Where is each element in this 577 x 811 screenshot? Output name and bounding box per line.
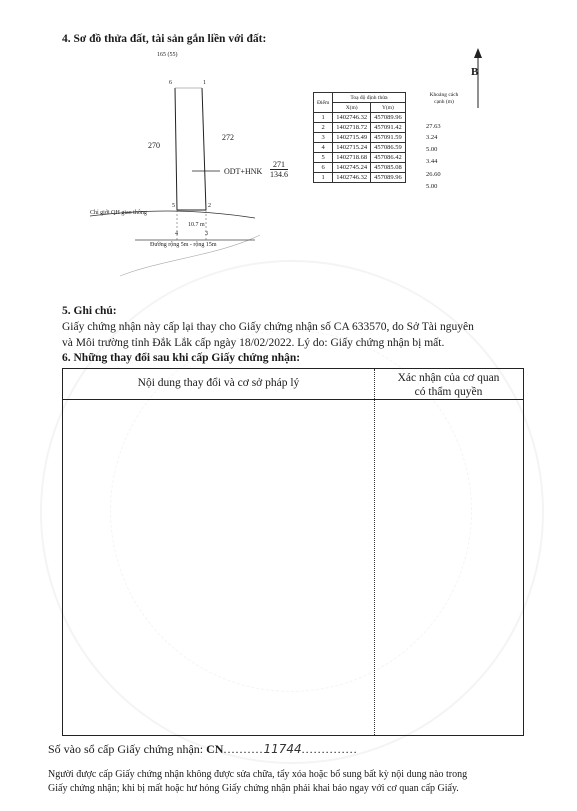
distance-value: 26.60 (426, 171, 441, 178)
footer-note (48, 768, 558, 796)
coord-x: 1402718.68 (333, 153, 371, 163)
coord-point: 1 (314, 173, 333, 183)
map-parcel-fraction (270, 160, 288, 179)
distance-value: 3.24 (426, 134, 438, 141)
table-row (314, 123, 406, 133)
coord-y: 457089.96 (371, 173, 406, 183)
register-prefix: CN (206, 742, 224, 756)
table-row (314, 153, 406, 163)
map-point-1: 1 (203, 80, 206, 86)
coord-header-group-row (314, 93, 406, 103)
map-parcel-label: ODT+HNK (224, 167, 263, 176)
map-road-width: 10.7 m (188, 222, 205, 228)
map-point-4: 4 (175, 231, 178, 237)
table-row (314, 173, 406, 183)
coord-y: 457086.42 (371, 153, 406, 163)
coord-point: 2 (314, 123, 333, 133)
section5-line1: Giấy chứng nhận này cấp lại thay cho Giấy chứng nhận số CA 633570, do Sở Tài nguyên (62, 321, 474, 333)
changes-column-divider (374, 369, 375, 735)
table-row (314, 133, 406, 143)
coord-point: 5 (314, 153, 333, 163)
coord-y: 457091.42 (371, 123, 406, 133)
map-point-3: 3 (205, 231, 208, 237)
register-dots-2: .............. (301, 742, 358, 756)
north-arrow-icon (468, 46, 488, 110)
register-number: 11744 (263, 742, 302, 756)
distance-value: 27.63 (426, 123, 441, 130)
coord-point: 6 (314, 163, 333, 173)
coord-y: 457089.96 (371, 113, 406, 123)
coord-header-x: X(m) (333, 103, 371, 113)
coord-x: 1402746.32 (333, 113, 371, 123)
section6-title: 6. Những thay đổi sau khi cấp Giấy chứng nhận: (62, 352, 301, 364)
section5-title: 5. Ghi chú: (62, 305, 117, 317)
north-label: B (471, 66, 479, 78)
table-row (314, 113, 406, 123)
coord-x: 1402746.32 (333, 173, 371, 183)
changes-header-confirmation-line1: Xác nhận của cơ quan (397, 372, 500, 384)
map-point-6: 6 (169, 80, 172, 86)
coordinate-table (313, 92, 406, 183)
coord-point: 3 (314, 133, 333, 143)
distance-value: 3.44 (426, 158, 438, 165)
map-point-2: 2 (208, 203, 211, 209)
changes-header-confirmation-line2: có thẩm quyền (414, 386, 483, 398)
distance-value: 5.00 (426, 146, 438, 153)
coord-header-point: Điểm (314, 93, 333, 113)
coord-x: 1402745.24 (333, 163, 371, 173)
table-row (314, 163, 406, 173)
distance-value: 5.00 (426, 183, 438, 190)
map-point-5: 5 (172, 203, 175, 209)
changes-table (62, 368, 524, 736)
changes-header-confirmation (374, 371, 523, 399)
coord-x: 1402715.24 (333, 143, 371, 153)
map-boundary-note: Chỉ giới QH giao thông (90, 210, 147, 216)
coord-y: 457086.59 (371, 143, 406, 153)
section4-title: 4. Sơ đồ thửa đất, tài sản gắn liền với đất: (62, 33, 267, 45)
table-row (314, 143, 406, 153)
register-label: Số vào sổ cấp Giấy chứng nhận: (48, 742, 204, 756)
coord-point: 1 (314, 113, 333, 123)
coord-point: 4 (314, 143, 333, 153)
section5-line2: và Môi trường tỉnh Đắk Lắk cấp ngày 18/02/2022. Lý do: Giấy chứng nhận bị mất. (62, 337, 445, 349)
coord-y: 457091.59 (371, 133, 406, 143)
changes-header-content: Nội dung thay đổi và cơ sở pháp lý (137, 377, 300, 389)
map-left-parcel: 270 (148, 141, 160, 150)
footer-note-line2: Giấy chứng nhận; khi bị mất hoặc hư hỏng Giấy chứng nhận phải khai báo ngay với cơ quan cấp Giấy. (48, 783, 459, 794)
changes-header-divider (63, 399, 523, 400)
distance-header: Khoảng cách cạnh (m) (429, 92, 459, 105)
map-road-label: Đường rộng 5m - rộng 15m (150, 242, 217, 248)
map-parcel-area: 134.6 (270, 170, 288, 179)
coord-y: 457085.08 (371, 163, 406, 173)
coord-header-y: Y(m) (371, 103, 406, 113)
map-top-label: 165 (55) (157, 52, 178, 58)
map-right-parcel: 272 (222, 133, 234, 142)
footer-note-line1: Người được cấp Giấy chứng nhận không được sửa chữa, tẩy xóa hoặc bổ sung bất kỳ nội dung nào trong (48, 769, 468, 780)
coord-header-group: Toạ độ định thửa (333, 93, 406, 103)
coord-x: 1402718.72 (333, 123, 371, 133)
register-dots-1: .......... (223, 742, 264, 756)
map-parcel-number: 271 (270, 160, 288, 170)
register-number-line (48, 742, 358, 757)
coord-x: 1402715.49 (333, 133, 371, 143)
